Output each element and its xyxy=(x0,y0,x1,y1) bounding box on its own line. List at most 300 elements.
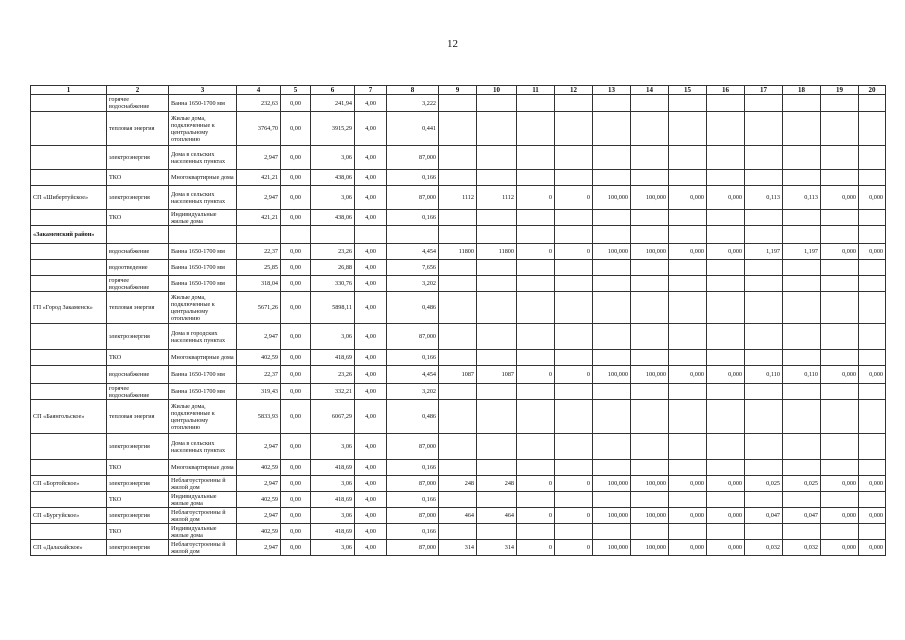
table-cell xyxy=(477,324,517,350)
table-cell xyxy=(669,350,707,366)
table-cell: 2,947 xyxy=(237,324,281,350)
table-cell xyxy=(477,384,517,400)
table-cell xyxy=(669,524,707,540)
table-cell: 4,00 xyxy=(355,400,387,434)
table-cell: Многоквартирные дома xyxy=(169,460,237,476)
table-cell xyxy=(555,170,593,186)
table-cell: Многоквартирные дома xyxy=(169,170,237,186)
column-header: 16 xyxy=(707,86,745,95)
table-cell xyxy=(631,276,669,292)
table-cell xyxy=(593,492,631,508)
table-cell xyxy=(631,384,669,400)
table-cell xyxy=(439,434,477,460)
table-cell xyxy=(631,492,669,508)
table-cell: тепловая энергия xyxy=(107,112,169,146)
table-cell xyxy=(783,400,821,434)
table-row xyxy=(31,276,886,292)
column-header: 14 xyxy=(631,86,669,95)
table-cell: 3,06 xyxy=(311,540,355,556)
table-cell: 87,000 xyxy=(387,540,439,556)
table-cell: 0,032 xyxy=(783,540,821,556)
table-cell: Дома в городских населенных пунктах xyxy=(169,324,237,350)
table-cell: 0,000 xyxy=(669,508,707,524)
table-cell: 2,947 xyxy=(237,434,281,460)
table-cell xyxy=(593,384,631,400)
table-row xyxy=(31,324,886,350)
table-cell xyxy=(669,170,707,186)
table-cell xyxy=(477,112,517,146)
table-cell xyxy=(669,210,707,226)
table-cell xyxy=(669,460,707,476)
table-cell: Жилые дома, подключенные к центральному отоплению xyxy=(169,112,237,146)
table-cell: 100,000 xyxy=(593,186,631,210)
table-cell xyxy=(669,292,707,324)
table-cell xyxy=(745,170,783,186)
table-cell: 87,000 xyxy=(387,508,439,524)
table-cell xyxy=(31,95,107,112)
table-cell: 0 xyxy=(517,508,555,524)
table-cell xyxy=(821,400,859,434)
table-cell xyxy=(439,324,477,350)
table-cell xyxy=(593,112,631,146)
table-cell xyxy=(783,292,821,324)
table-cell: 100,000 xyxy=(631,186,669,210)
table-cell xyxy=(707,292,745,324)
table-cell: электроэнергия xyxy=(107,508,169,524)
table-cell xyxy=(477,460,517,476)
table-cell xyxy=(821,324,859,350)
table-cell: 23,26 xyxy=(311,244,355,260)
table-cell: 464 xyxy=(477,508,517,524)
table-cell xyxy=(555,492,593,508)
table-cell: 87,000 xyxy=(387,324,439,350)
table-cell xyxy=(439,210,477,226)
column-header: 10 xyxy=(477,86,517,95)
table-cell xyxy=(477,350,517,366)
table-cell: 4,00 xyxy=(355,112,387,146)
table-cell xyxy=(859,492,886,508)
table-cell xyxy=(593,95,631,112)
table-cell: 25,85 xyxy=(237,260,281,276)
table-cell xyxy=(783,324,821,350)
table-cell: 0 xyxy=(555,508,593,524)
table-cell xyxy=(669,434,707,460)
table-cell: 22,37 xyxy=(237,366,281,384)
table-cell xyxy=(31,492,107,508)
table-cell: 0,000 xyxy=(707,186,745,210)
table-cell: 4,00 xyxy=(355,146,387,170)
table-cell: 4,00 xyxy=(355,324,387,350)
table-cell xyxy=(555,460,593,476)
table-cell xyxy=(669,226,707,244)
table-cell: ТКО xyxy=(107,350,169,366)
table-cell xyxy=(821,350,859,366)
table-cell xyxy=(31,366,107,384)
table-cell: 314 xyxy=(439,540,477,556)
table-cell xyxy=(631,324,669,350)
table-cell xyxy=(745,210,783,226)
table-cell: ТКО xyxy=(107,492,169,508)
table-cell xyxy=(517,170,555,186)
table-cell xyxy=(517,324,555,350)
table-cell: 2,947 xyxy=(237,146,281,170)
table-cell xyxy=(859,384,886,400)
table-cell: Ванна 1650-1700 мм xyxy=(169,260,237,276)
table-cell xyxy=(439,276,477,292)
table-row xyxy=(31,366,886,384)
table-cell xyxy=(439,170,477,186)
table-cell: Ванна 1650-1700 мм xyxy=(169,276,237,292)
table-cell: 0,000 xyxy=(859,540,886,556)
table-cell xyxy=(859,292,886,324)
table-row xyxy=(31,492,886,508)
table-cell xyxy=(477,400,517,434)
table-cell xyxy=(517,492,555,508)
table-cell: 438,06 xyxy=(311,210,355,226)
table-row xyxy=(31,292,886,324)
table-cell: 0 xyxy=(517,244,555,260)
table-cell xyxy=(707,95,745,112)
table-cell xyxy=(859,350,886,366)
table-cell xyxy=(555,226,593,244)
table-cell: Дома в сельских населенных пунктах xyxy=(169,146,237,170)
table-cell: 4,00 xyxy=(355,434,387,460)
table-cell: 0,000 xyxy=(669,186,707,210)
table-cell: 4,00 xyxy=(355,366,387,384)
table-cell xyxy=(783,95,821,112)
table-cell: 0,00 xyxy=(281,434,311,460)
table-row xyxy=(31,95,886,112)
table-cell: 1112 xyxy=(477,186,517,210)
table-cell: ТКО xyxy=(107,524,169,540)
table-row xyxy=(31,244,886,260)
table-cell: 4,00 xyxy=(355,95,387,112)
table-cell: 0,00 xyxy=(281,276,311,292)
table-cell: 5898,11 xyxy=(311,292,355,324)
table-cell xyxy=(821,492,859,508)
table-cell xyxy=(517,210,555,226)
table-cell: 0,000 xyxy=(669,540,707,556)
table-cell xyxy=(783,434,821,460)
column-header: 17 xyxy=(745,86,783,95)
table-cell xyxy=(439,384,477,400)
table-cell xyxy=(593,170,631,186)
table-cell xyxy=(707,170,745,186)
table-cell: 248 xyxy=(477,476,517,492)
table-cell xyxy=(631,95,669,112)
table-cell: тепловая энергия xyxy=(107,292,169,324)
table-cell xyxy=(31,276,107,292)
table-cell: 0,00 xyxy=(281,324,311,350)
column-header: 12 xyxy=(555,86,593,95)
table-row xyxy=(31,260,886,276)
table-cell xyxy=(783,350,821,366)
table-cell: СП «Баянгольское» xyxy=(31,400,107,434)
table-row xyxy=(31,434,886,460)
table-cell: 402,59 xyxy=(237,524,281,540)
table-cell xyxy=(31,260,107,276)
table-row xyxy=(31,112,886,146)
table-cell: 418,69 xyxy=(311,492,355,508)
table-cell: 0,000 xyxy=(859,366,886,384)
table-cell xyxy=(859,434,886,460)
table-cell: 0 xyxy=(555,186,593,210)
table-cell xyxy=(859,260,886,276)
column-header: 1 xyxy=(31,86,107,95)
table-cell: СП «Бургуйское» xyxy=(31,508,107,524)
column-header: 3 xyxy=(169,86,237,95)
table-cell: 0,000 xyxy=(821,186,859,210)
table-cell: 0,00 xyxy=(281,244,311,260)
table-cell xyxy=(745,112,783,146)
table-row xyxy=(31,524,886,540)
table-cell: 4,00 xyxy=(355,244,387,260)
table-cell: 319,43 xyxy=(237,384,281,400)
table-cell xyxy=(555,350,593,366)
table-cell xyxy=(631,260,669,276)
table-row xyxy=(31,508,886,524)
table-cell: 4,00 xyxy=(355,350,387,366)
table-cell: 402,59 xyxy=(237,492,281,508)
table-cell xyxy=(859,324,886,350)
table-cell xyxy=(859,112,886,146)
table-cell: Неблагоустроенны й жилой дом xyxy=(169,540,237,556)
table-cell: СП «Далахайское» xyxy=(31,540,107,556)
table-cell: 0,00 xyxy=(281,292,311,324)
table-cell: 0,113 xyxy=(745,186,783,210)
table-cell xyxy=(477,95,517,112)
table-cell: 100,000 xyxy=(631,244,669,260)
table-cell: 418,69 xyxy=(311,524,355,540)
table-cell xyxy=(669,95,707,112)
table-cell xyxy=(821,170,859,186)
table-cell xyxy=(31,112,107,146)
table-cell xyxy=(859,95,886,112)
table-cell: 0,486 xyxy=(387,292,439,324)
table-cell: 0,00 xyxy=(281,540,311,556)
table-cell xyxy=(821,260,859,276)
table-cell xyxy=(707,260,745,276)
table-cell xyxy=(745,384,783,400)
table-cell: 0,047 xyxy=(745,508,783,524)
table-cell xyxy=(31,244,107,260)
table-cell: 438,06 xyxy=(311,170,355,186)
table-cell: 4,00 xyxy=(355,476,387,492)
table-cell xyxy=(439,492,477,508)
table-cell xyxy=(707,146,745,170)
table-cell: 330,76 xyxy=(311,276,355,292)
table-cell: 418,69 xyxy=(311,350,355,366)
table-cell: 4,454 xyxy=(387,366,439,384)
table-cell xyxy=(555,400,593,434)
table-cell: 0,166 xyxy=(387,210,439,226)
table-cell xyxy=(631,460,669,476)
table-cell xyxy=(821,292,859,324)
table-cell: 248 xyxy=(439,476,477,492)
table-cell xyxy=(593,226,631,244)
table-cell xyxy=(355,226,387,244)
table-cell: 0,00 xyxy=(281,508,311,524)
table-cell xyxy=(669,400,707,434)
table-cell xyxy=(477,226,517,244)
table-cell: 5671,26 xyxy=(237,292,281,324)
table-cell xyxy=(555,324,593,350)
table-cell xyxy=(631,146,669,170)
table-cell: 1,197 xyxy=(745,244,783,260)
table-cell: 0,486 xyxy=(387,400,439,434)
table-cell xyxy=(631,170,669,186)
table-cell: электроэнергия xyxy=(107,434,169,460)
table-cell xyxy=(859,170,886,186)
table-cell: 1112 xyxy=(439,186,477,210)
table-cell xyxy=(859,460,886,476)
table-cell xyxy=(669,324,707,350)
table-row xyxy=(31,186,886,210)
table-cell xyxy=(631,210,669,226)
page-number: 12 xyxy=(447,38,458,50)
table-cell xyxy=(821,524,859,540)
table-cell xyxy=(311,226,355,244)
table-cell xyxy=(477,276,517,292)
table-cell: 0,166 xyxy=(387,492,439,508)
table-cell: тепловая энергия xyxy=(107,400,169,434)
table-cell: 1087 xyxy=(439,366,477,384)
table-cell: 100,000 xyxy=(593,366,631,384)
table-cell xyxy=(669,492,707,508)
table-cell: 0,000 xyxy=(707,366,745,384)
table-cell xyxy=(631,226,669,244)
table-cell xyxy=(631,524,669,540)
table-cell xyxy=(745,260,783,276)
table-cell: 22,37 xyxy=(237,244,281,260)
table-cell: 402,59 xyxy=(237,350,281,366)
table-cell xyxy=(517,276,555,292)
table-cell xyxy=(517,460,555,476)
table-cell: 0,000 xyxy=(859,476,886,492)
table-cell: 0,110 xyxy=(783,366,821,384)
table-cell xyxy=(859,524,886,540)
column-header: 2 xyxy=(107,86,169,95)
table-cell: 0,00 xyxy=(281,112,311,146)
table-cell xyxy=(745,276,783,292)
table-cell: 0,110 xyxy=(745,366,783,384)
table-row xyxy=(31,460,886,476)
table-cell xyxy=(439,226,477,244)
table-cell: 7,656 xyxy=(387,260,439,276)
table-cell: ГП «Город Закаменск» xyxy=(31,292,107,324)
table-cell: 11800 xyxy=(477,244,517,260)
table-cell: 1087 xyxy=(477,366,517,384)
table-cell xyxy=(859,146,886,170)
table-cell xyxy=(477,146,517,170)
table-cell xyxy=(745,95,783,112)
table-cell: Многоквартирные дома xyxy=(169,350,237,366)
table-cell xyxy=(745,146,783,170)
table-cell: 0,000 xyxy=(669,366,707,384)
table-cell xyxy=(387,226,439,244)
table-cell: 100,000 xyxy=(593,244,631,260)
table-cell: 87,000 xyxy=(387,186,439,210)
table-cell xyxy=(783,112,821,146)
table-cell xyxy=(31,434,107,460)
table-cell xyxy=(745,400,783,434)
table-cell: 0,166 xyxy=(387,350,439,366)
table-cell: 87,000 xyxy=(387,476,439,492)
table-cell: 318,04 xyxy=(237,276,281,292)
table-cell xyxy=(669,276,707,292)
table-cell xyxy=(783,210,821,226)
table-cell xyxy=(517,434,555,460)
table-cell: Неблагоустроенны й жилой дом xyxy=(169,476,237,492)
table-cell xyxy=(669,384,707,400)
table-cell: 23,26 xyxy=(311,366,355,384)
table-cell: 0 xyxy=(517,540,555,556)
table-cell: 0,113 xyxy=(783,186,821,210)
table-cell: 0 xyxy=(555,540,593,556)
table-cell: 3,222 xyxy=(387,95,439,112)
table-cell: 0,000 xyxy=(859,186,886,210)
table-cell xyxy=(593,210,631,226)
table-cell: 0,000 xyxy=(707,244,745,260)
table-cell xyxy=(631,400,669,434)
table-cell: 0,00 xyxy=(281,146,311,170)
table-cell xyxy=(593,460,631,476)
table-cell xyxy=(439,460,477,476)
table-cell: 2,947 xyxy=(237,540,281,556)
table-cell: 0 xyxy=(555,244,593,260)
table-cell xyxy=(477,492,517,508)
table-cell: 100,000 xyxy=(631,366,669,384)
table-cell: СП «Бортойское» xyxy=(31,476,107,492)
table-cell xyxy=(593,260,631,276)
table-cell xyxy=(707,492,745,508)
table-cell: 0,166 xyxy=(387,460,439,476)
table-row xyxy=(31,540,886,556)
table-cell xyxy=(631,292,669,324)
table-cell: 87,000 xyxy=(387,146,439,170)
table-cell xyxy=(783,276,821,292)
table-cell: 0,047 xyxy=(783,508,821,524)
table-cell: 332,21 xyxy=(311,384,355,400)
table-cell: 0,000 xyxy=(707,476,745,492)
table-cell xyxy=(555,276,593,292)
table-row xyxy=(31,400,886,434)
table-cell xyxy=(631,112,669,146)
table-cell: Ванна 1650-1700 мм xyxy=(169,95,237,112)
table-cell xyxy=(745,350,783,366)
table-cell: 0,00 xyxy=(281,476,311,492)
table-cell: 100,000 xyxy=(593,508,631,524)
table-cell: Индивидуальные жилые дома xyxy=(169,492,237,508)
table-cell xyxy=(745,292,783,324)
table-cell xyxy=(555,292,593,324)
table-cell xyxy=(593,292,631,324)
table-cell: 0,000 xyxy=(707,508,745,524)
table-cell: 2,947 xyxy=(237,508,281,524)
table-cell xyxy=(669,146,707,170)
table-cell: горячее водоснабжение xyxy=(107,276,169,292)
table-cell xyxy=(631,434,669,460)
table-row xyxy=(31,384,886,400)
table-cell xyxy=(821,210,859,226)
table-cell xyxy=(707,276,745,292)
table-cell xyxy=(31,384,107,400)
table-cell xyxy=(783,524,821,540)
table-cell xyxy=(477,524,517,540)
table-cell: ТКО xyxy=(107,210,169,226)
table-cell xyxy=(707,400,745,434)
table-cell xyxy=(745,492,783,508)
